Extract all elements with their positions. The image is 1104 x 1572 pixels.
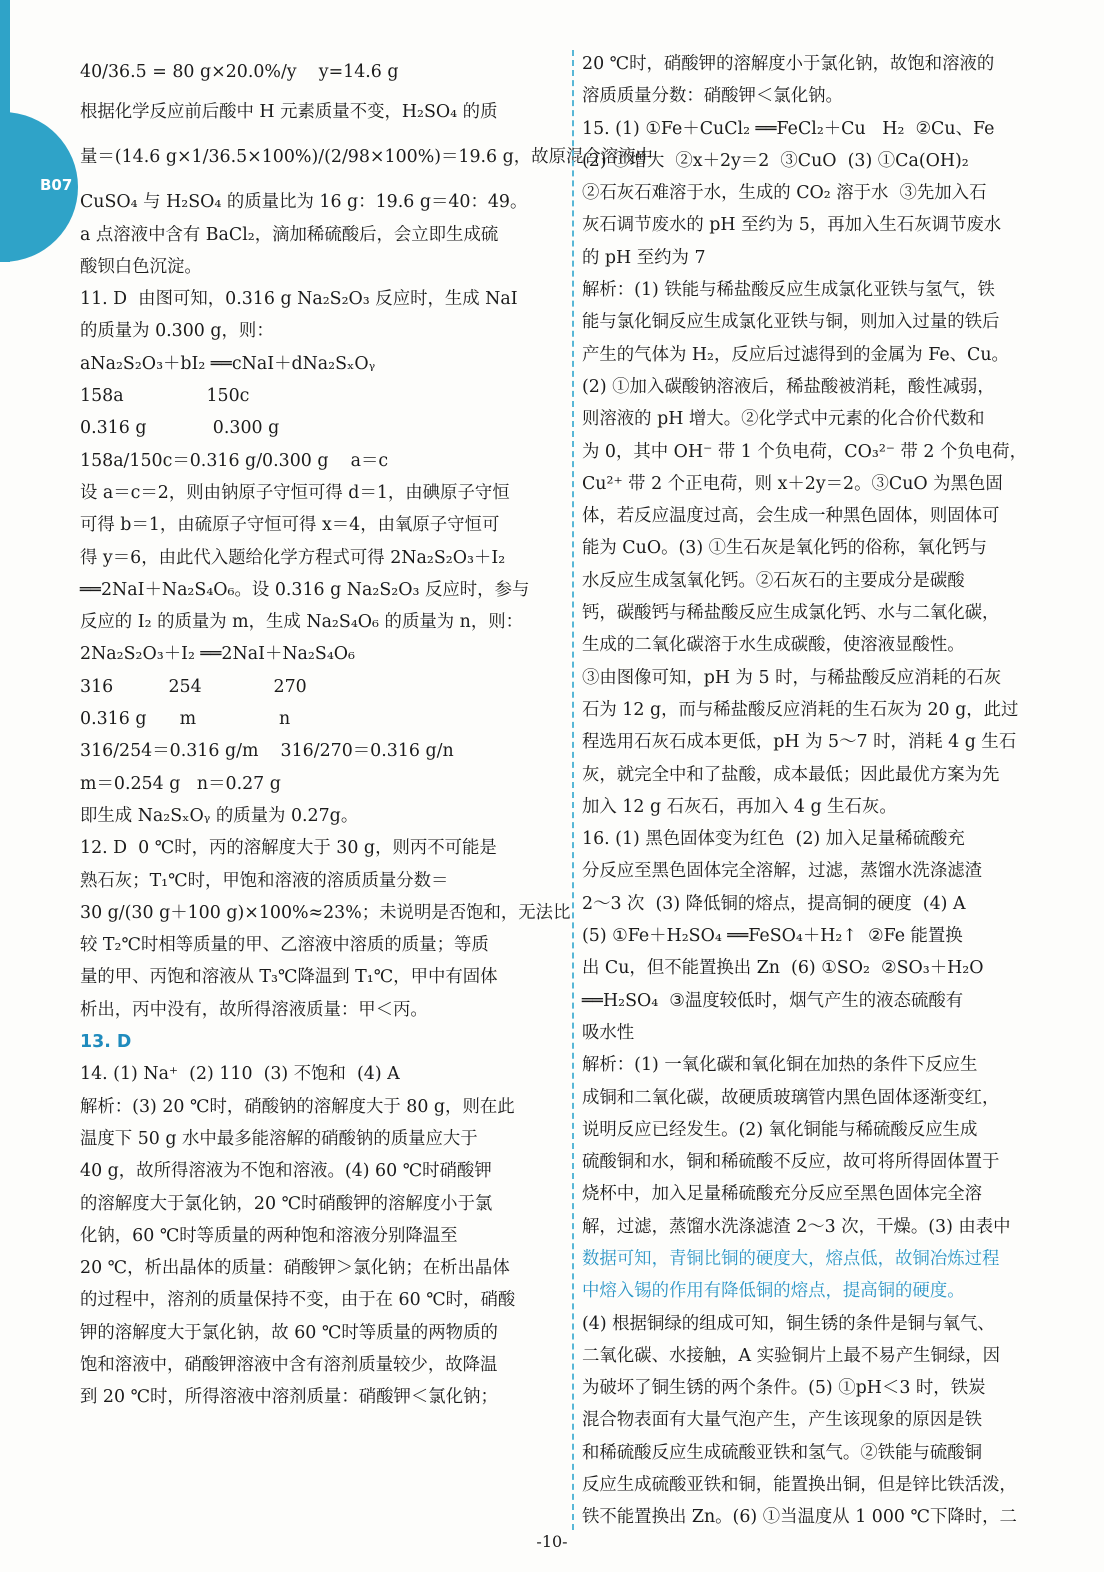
text-line: 水反应生成氢氧化钙。②石灰石的主要成分是碳酸 [582,570,965,591]
text-line: 量＝(14.6 g×1/36.5×100%)/(2/98×100%)＝19.6 g，故原混合溶液中 [80,147,653,168]
text-line: 吸水性 [582,1022,635,1043]
text-line: 13. D [80,1032,132,1053]
text-line: 即生成 Na₂SₓOᵧ 的质量为 0.27g。 [80,805,359,826]
text-line: 的过程中，溶剂的质量保持不变，由于在 60 ℃时，硝酸 [80,1290,516,1311]
text-line: 中熔入锡的作用有降低铜的熔点，提高铜的硬度。 [582,1281,965,1302]
text-line: 石为 12 g，而与稀盐酸反应消耗的生石灰为 20 g，此过 [582,699,1019,720]
text-line: 15. (1) ①Fe＋CuCl₂ ══FeCl₂＋Cu H₂ ②Cu、Fe [582,118,995,139]
text-line: 20 ℃，析出晶体的质量：硝酸钾＞氯化钠；在析出晶体 [80,1258,510,1279]
text-line: 产生的气体为 H₂，反应后过滤得到的金属为 Fe、Cu。 [582,344,1009,365]
text-line: 可得 b＝1，由硫原子守恒可得 x＝4，由氧原子守恒可 [80,515,500,536]
text-line: 为破坏了铜生锈的两个条件。(5) ①pH＜3 时，铁炭 [582,1378,986,1399]
text-line: 40 g，故所得溶液为不饱和溶液。(4) 60 ℃时硝酸钾 [80,1161,492,1182]
text-line: 生成的二氧化碳溶于水生成碳酸，使溶液显酸性。 [582,635,965,656]
text-line: 根据化学反应前后酸中 H 元素质量不变，H₂SO₄ 的质 [80,102,498,122]
text-line: 的质量为 0.300 g，则： [80,321,274,342]
text-line: ══2NaI＋Na₂S₄O₆。设 0.316 g Na₂S₂O₃ 反应时，参与 [80,579,530,600]
text-line: ③由图像可知，pH 为 5 时，与稀盐酸反应消耗的石灰 [582,667,1002,688]
text-line: (2) ①加入碳酸钠溶液后，稀盐酸被消耗，酸性减弱， [582,376,995,397]
text-line: (2) ①增大 ②x＋2y＝2 ③CuO (3) ①Ca(OH)₂ [582,150,969,171]
text-line: ══H₂SO₄ ③温度较低时，烟气产生的液态硫酸有 [582,990,964,1011]
text-line: 钙，碳酸钙与稀盐酸反应生成氯化钙、水与二氧化碳， [582,603,1000,624]
text-line: 解析：(1) 一氧化碳和氧化铜在加热的条件下反应生 [582,1055,978,1076]
text-line: ②石灰石难溶于水，生成的 CO₂ 溶于水 ③先加入石 [582,183,987,204]
text-line: CuSO₄ 与 H₂SO₄ 的质量比为 16 g：19.6 g＝40：49。 [80,192,528,213]
text-line: 的 pH 至约为 7 [582,247,706,268]
text-line: m＝0.254 g n＝0.27 g [80,773,281,794]
text-line: 说明反应已经发生。(2) 氧化铜能与稀硫酸反应生成 [582,1119,978,1140]
text-line: aNa₂S₂O₃＋bI₂ ══cNaI＋dNa₂SₓOᵧ [80,353,376,374]
text-line: 硫酸铜和水，铜和稀硫酸不反应，故可将所得固体置于 [582,1152,1000,1173]
text-line: 解，过滤，蒸馏水洗涤滤渣 2～3 次，干燥。(3) 由表中 [582,1216,1011,1237]
text-line: 成铜和二氧化碳，故硬质玻璃管内黑色固体逐渐变红， [582,1087,1000,1108]
text-line: 析出，丙中没有，故所得溶液质量：甲＜丙。 [80,999,428,1020]
text-line: Cu²⁺ 带 2 个正电荷，则 x＋2y＝2。③CuO 为黑色固 [582,473,1003,494]
text-line: 316 254 270 [80,676,307,697]
text-line: 20 ℃时，硝酸钾的溶解度小于氯化钠，故饱和溶液的 [582,54,995,74]
text-line: 反应生成硫酸亚铁和铜，能置换出铜，但是锌比铁活泼， [582,1475,1017,1496]
text-line: 化钠，60 ℃时等质量的两种饱和溶液分别降温至 [80,1225,458,1246]
page-number: -10- [536,1532,568,1551]
text-line: a 点溶液中含有 BaCl₂，滴加稀硫酸后，会立即生成硫 [80,224,499,245]
text-line: 16. (1) 黑色固体变为红色 (2) 加入足量稀硫酸充 [582,829,965,850]
text-line: 数据可知，青铜比铜的硬度大，熔点低，故铜冶炼过程 [582,1248,1000,1269]
text-line: 能为 CuO。(3) ①生石灰是氧化钙的俗称，氧化钙与 [582,538,987,559]
section-tab [0,112,78,262]
text-line: 饱和溶液中，硝酸钾溶液中含有溶剂质量较少，故降温 [80,1354,498,1375]
text-line: 出 Cu，但不能置换出 Zn (6) ①SO₂ ②SO₃＋H₂O [582,958,984,979]
text-line: 熟石灰；T₁℃时，甲饱和溶液的溶质质量分数＝ [80,870,449,891]
text-line: 混合物表面有大量气泡产生，产生该现象的原因是铁 [582,1410,982,1431]
text-line: 溶质质量分数：硝酸钾＜氯化钠。 [582,86,843,107]
text-line: 得 y＝6，由此代入题给化学方程式可得 2Na₂S₂O₃＋I₂ [80,547,506,568]
text-line: 程选用石灰石成本更低，pH 为 5～7 时，消耗 4 g 生石 [582,732,1017,753]
text-line: 30 g/(30 g＋100 g)×100%≈23%；未说明是否饱和，无法比 [80,902,571,923]
text-line: (5) ①Fe＋H₂SO₄ ══FeSO₄＋H₂↑ ②Fe 能置换 [582,926,963,947]
text-line: 设 a＝c＝2，则由钠原子守恒可得 d＝1，由碘原子守恒 [80,482,510,503]
text-line: 为 0，其中 OH⁻ 带 1 个负电荷，CO₃²⁻ 带 2 个负电荷， [582,441,1027,462]
text-line: 量的甲、丙饱和溶液从 T₃℃降温到 T₁℃，甲中有固体 [80,967,498,988]
text-line: 158a 150c [80,386,250,407]
text-line: 到 20 ℃时，所得溶液中溶剂质量：硝酸钾＜氯化钠； [80,1387,498,1408]
text-line: 二氧化碳、水接触，A 实验铜片上最不易产生铜绿，因 [582,1345,1001,1366]
text-line: 加入 12 g 石灰石，再加入 4 g 生石灰。 [582,796,897,817]
text-line: 12. D 0 ℃时，丙的溶解度大于 30 g，则丙不可能是 [80,838,497,859]
text-line: 11. D 由图可知，0.316 g Na₂S₂O₃ 反应时，生成 NaI [80,289,518,310]
text-line: 316/254＝0.316 g/m 316/270＝0.316 g/n [80,741,454,762]
text-line: 烧杯中，加入足量稀硫酸充分反应至黑色固体完全溶 [582,1184,982,1205]
text-line: 和稀硫酸反应生成硫酸亚铁和氢气。②铁能与硫酸铜 [582,1442,982,1463]
column-divider [572,50,574,1530]
text-line: (4) 根据铜绿的组成可知，铜生锈的条件是铜与氧气、 [582,1313,995,1334]
text-line: 2Na₂S₂O₃＋I₂ ══2NaI＋Na₂S₄O₆ [80,644,356,665]
text-line: 能与氯化铜反应生成氯化亚铁与铜，则加入过量的铁后 [582,312,1000,333]
text-line: 分反应至黑色固体完全溶解，过滤，蒸馏水洗涤滤渣 [582,861,982,882]
text-line: 2～3 次 (3) 降低铜的熔点，提高铜的硬度 (4) A [582,893,966,914]
text-line: 酸钡白色沉淀。 [80,256,202,277]
text-line: 解析：(1) 铁能与稀盐酸反应生成氯化亚铁与氢气，铁 [582,280,995,301]
text-line: 14. (1) Na⁺ (2) 110 (3) 不饱和 (4) A [80,1064,400,1085]
text-line: 铁不能置换出 Zn。(6) ①当温度从 1 000 ℃下降时，二 [582,1507,1017,1528]
text-line: 0.316 g m n [80,709,291,730]
text-line: 灰，就完全中和了盐酸，成本最低；因此最优方案为先 [582,764,1000,785]
right-column [582,48,1076,1534]
text-line: 灰石调节废水的 pH 至约为 5，再加入生石灰调节废水 [582,215,1002,236]
text-line: 40/36.5 = 80 g×20.0%/y y=14.6 g [80,62,399,82]
section-tab-label: B07 [40,176,73,194]
text-line: 体，若反应温度过高，会生成一种黑色固体，则固体可 [582,506,1000,527]
text-line: 较 T₂℃时相等质量的甲、乙溶液中溶质的质量；等质 [80,935,489,956]
text-line: 0.316 g 0.300 g [80,418,280,439]
text-line: 温度下 50 g 水中最多能溶解的硝酸钠的质量应大于 [80,1128,478,1149]
text-line: 的溶解度大于氯化钠，20 ℃时硝酸钾的溶解度小于氯 [80,1193,493,1214]
text-line: 反应的 I₂ 的质量为 m，生成 Na₂S₄O₆ 的质量为 n，则： [80,612,524,633]
text-line: 钾的溶解度大于氯化钠，故 60 ℃时等质量的两物质的 [80,1322,498,1343]
text-line: 则溶液的 pH 增大。②化学式中元素的化合价代数和 [582,409,985,430]
text-line: 解析：(3) 20 ℃时，硝酸钠的溶解度大于 80 g，则在此 [80,1096,515,1117]
text-line: 158a/150c＝0.316 g/0.300 g a＝c [80,450,389,471]
